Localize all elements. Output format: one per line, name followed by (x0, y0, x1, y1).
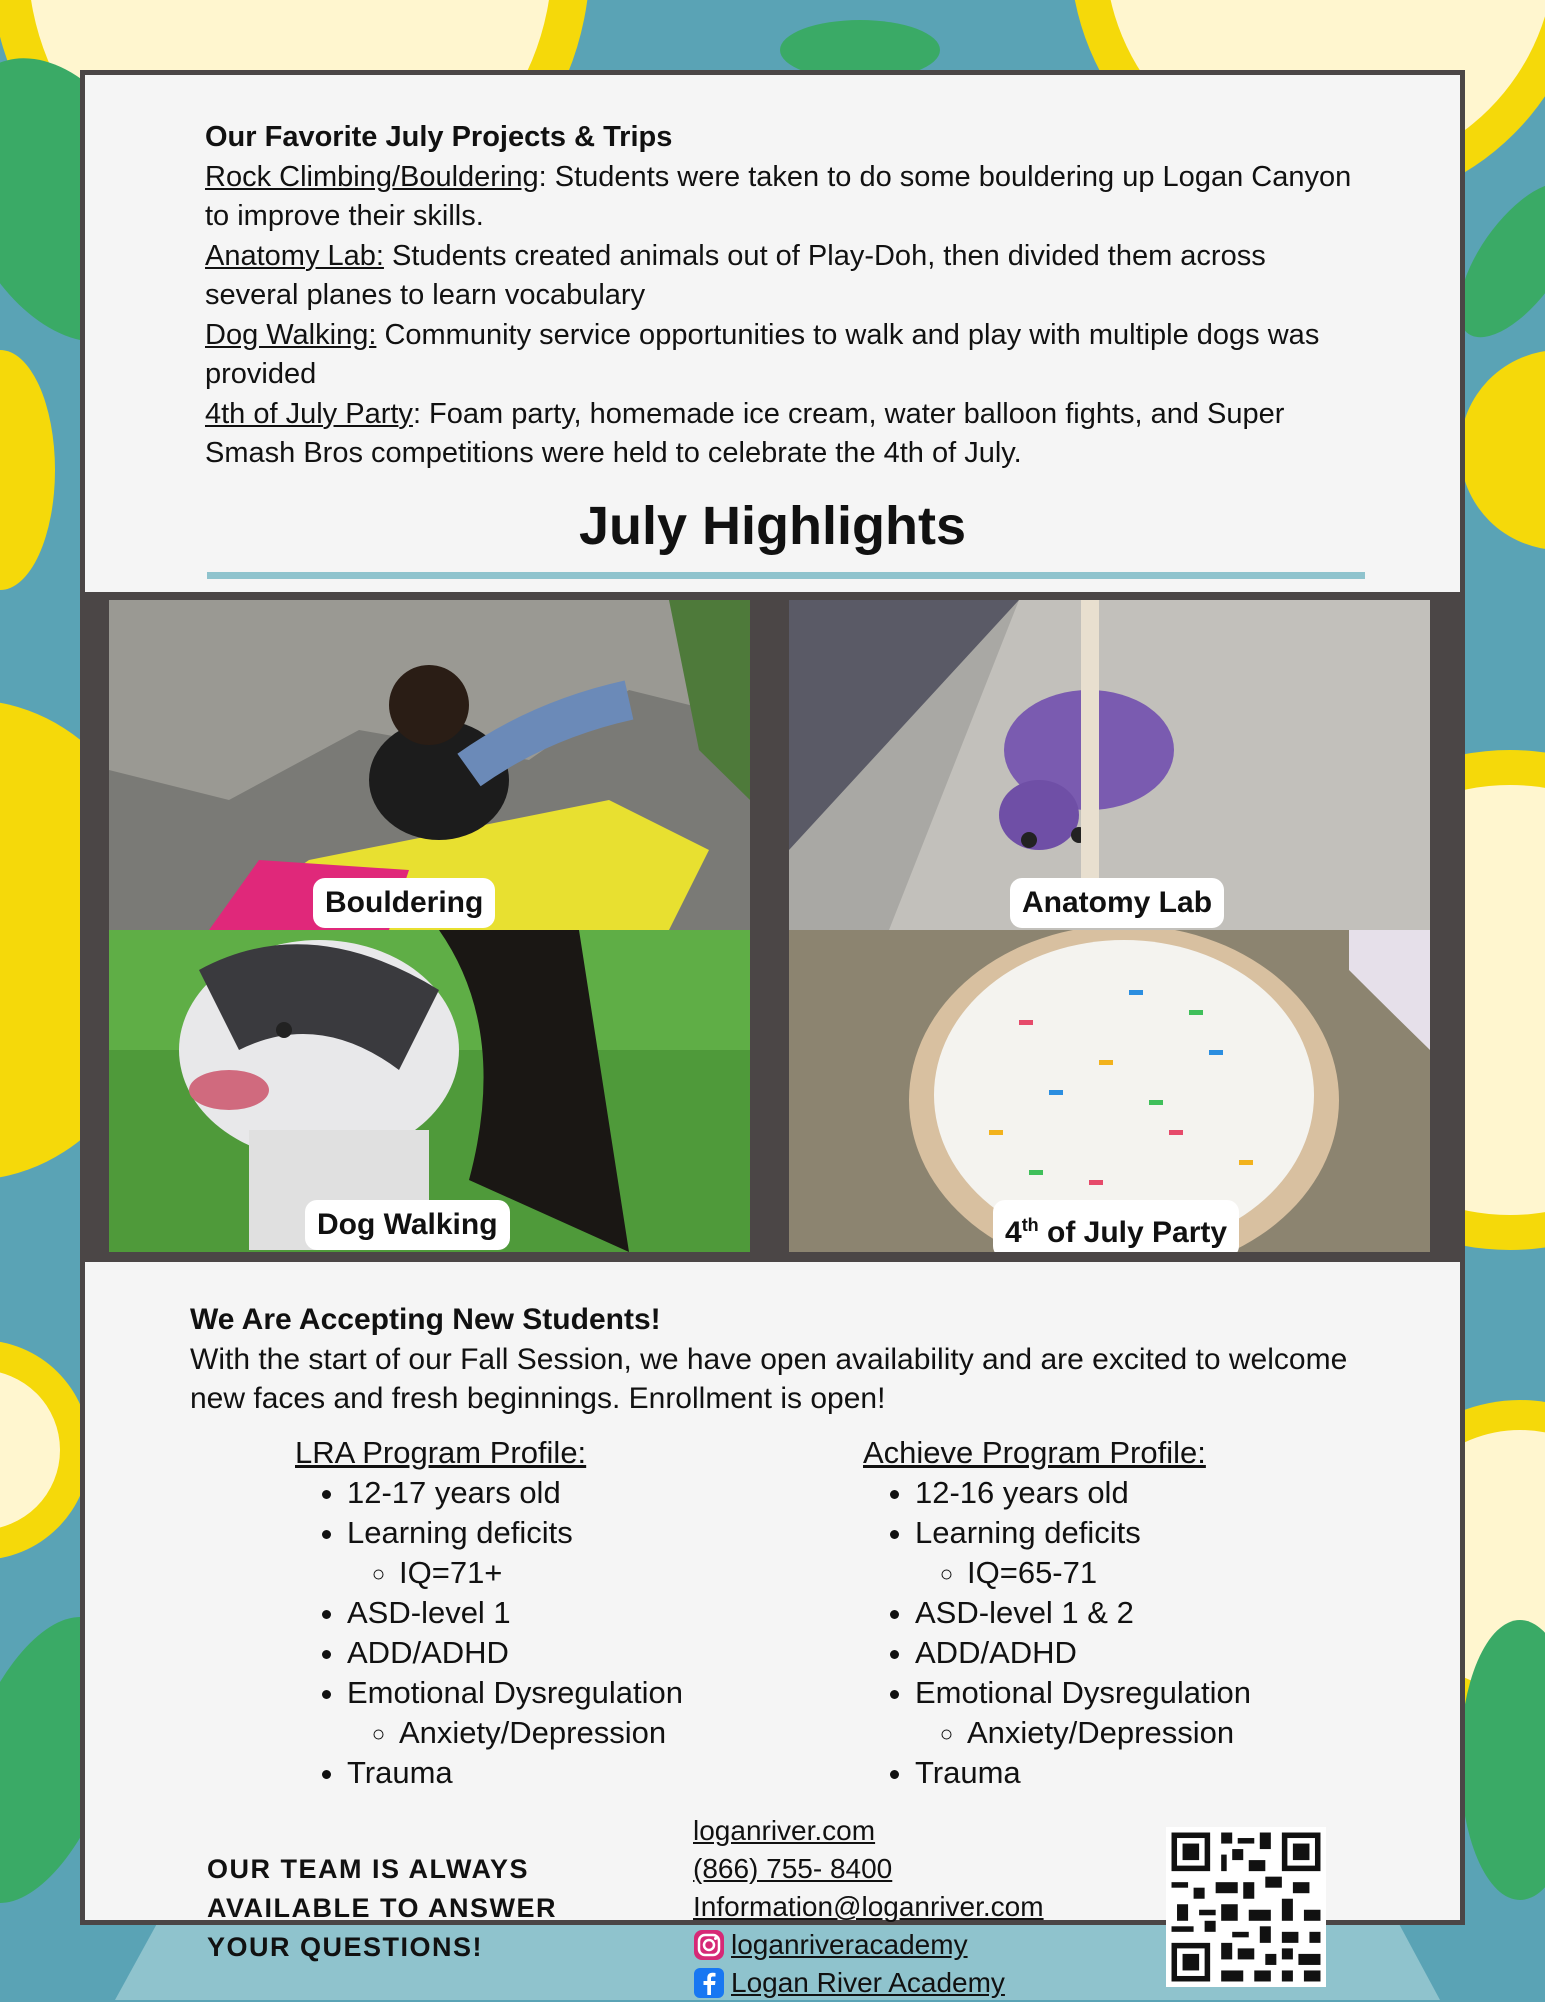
list-item: ◦ IQ=71+ (399, 1553, 683, 1593)
anatomy-lab-photo (789, 600, 1430, 930)
list-item: • Trauma (347, 1753, 683, 1793)
list-item: • ASD-level 1 (347, 1593, 683, 1633)
accepting-section (190, 1300, 1390, 1419)
photo-caption: Dog Walking (305, 1200, 510, 1250)
list-item: • ADD/ADHD (915, 1633, 1251, 1673)
intro-item-label: 4th of July Party (205, 397, 413, 430)
intro-item (205, 316, 1355, 395)
intro-item-label: Dog Walking: (205, 318, 377, 351)
facebook-icon (693, 1967, 725, 1999)
july-party-photo (789, 930, 1430, 1252)
instagram-icon (693, 1929, 725, 1961)
instagram-link[interactable]: loganriveracademy (693, 1926, 1044, 1964)
team-message: OUR TEAM IS ALWAYS AVAILABLE TO ANSWER YOUR QUESTIONS! (207, 1854, 557, 1962)
accepting-title: We Are Accepting New Students! (190, 1303, 661, 1336)
intro-item-text: Community service opportunities to walk and play with multiple dogs was provided (205, 318, 1320, 390)
list-item: ◦ Anxiety/Depression (967, 1713, 1251, 1753)
highlights-title: July Highlights (578, 496, 967, 556)
dog-walking-photo (109, 930, 750, 1252)
list-item: • ASD-level 1 & 2 (915, 1593, 1251, 1633)
intro-section (205, 118, 1355, 474)
photo-caption: Anatomy Lab (1010, 878, 1224, 928)
achieve-profile (863, 1433, 1251, 1793)
lra-criteria-list (295, 1473, 683, 1793)
list-item: ◦ IQ=65-71 (967, 1553, 1251, 1593)
intro-item-text: Students were taken to do some bouldering up Logan Canyon to improve their skills. (205, 160, 1352, 232)
intro-title: Our Favorite July Projects & Trips (205, 121, 673, 153)
list-item: • 12-16 years old (915, 1473, 1251, 1513)
email-link[interactable]: Information@loganriver.com (693, 1891, 1044, 1922)
list-item: • Emotional Dysregulation ◦ Anxiety/Depression (347, 1673, 683, 1753)
intro-item: 4th of July Party: Foam party, homemade ice cream, water balloon fights, and Super Smash Bros competitions were held to celebrate the 4th of July. (205, 397, 1285, 469)
intro-item-text: Students created animals out of Play-Doh, then divided them across several planes to learn vocabulary (205, 239, 1266, 311)
achieve-profile-title: Achieve Program Profile: (863, 1435, 1206, 1470)
lra-profile-title: LRA Program Profile: (295, 1435, 587, 1470)
bouldering-photo (109, 600, 750, 930)
list-item: • Emotional Dysregulation ◦ Anxiety/Depression (915, 1673, 1251, 1753)
intro-item-label: Rock Climbing/Bouldering (205, 160, 539, 193)
qr-code-icon (1166, 1827, 1326, 1987)
accepting-text: With the start of our Fall Session, we have open availability and are excited to welcome new faces and fresh beginnings. Enrollment is open! (190, 1342, 1348, 1415)
intro-item: Rock Climbing/Bouldering: Students were taken to do some bouldering up Logan Canyon to improve their skills. (205, 160, 1352, 232)
facebook-link[interactable]: Logan River Academy (693, 1964, 1044, 2002)
achieve-criteria-list (863, 1473, 1251, 1793)
list-item: ◦ Anxiety/Depression (399, 1713, 683, 1753)
intro-item (205, 237, 1355, 316)
list-item: • ADD/ADHD (347, 1633, 683, 1673)
intro-item-text: Foam party, homemade ice cream, water balloon fights, and Super Smash Bros competitions were held to celebrate the 4th of July. (205, 397, 1285, 469)
photo-caption: 4th of July Party (993, 1200, 1239, 1252)
lra-profile (295, 1433, 683, 1793)
qr-code[interactable] (1166, 1827, 1326, 1987)
contact-list (693, 1812, 1044, 2002)
website-link[interactable]: loganriver.com (693, 1815, 876, 1846)
list-item: • Learning deficits ◦ IQ=65-71 (915, 1513, 1251, 1593)
highlights-divider (207, 572, 1365, 579)
phone-link[interactable]: (866) 755- 8400 (693, 1853, 893, 1884)
list-item: • Learning deficits ◦ IQ=71+ (347, 1513, 683, 1593)
list-item: • Trauma (915, 1753, 1251, 1793)
intro-item-label: Anatomy Lab: (205, 239, 384, 272)
list-item: • 12-17 years old (347, 1473, 683, 1513)
photo-caption: Bouldering (313, 878, 495, 928)
